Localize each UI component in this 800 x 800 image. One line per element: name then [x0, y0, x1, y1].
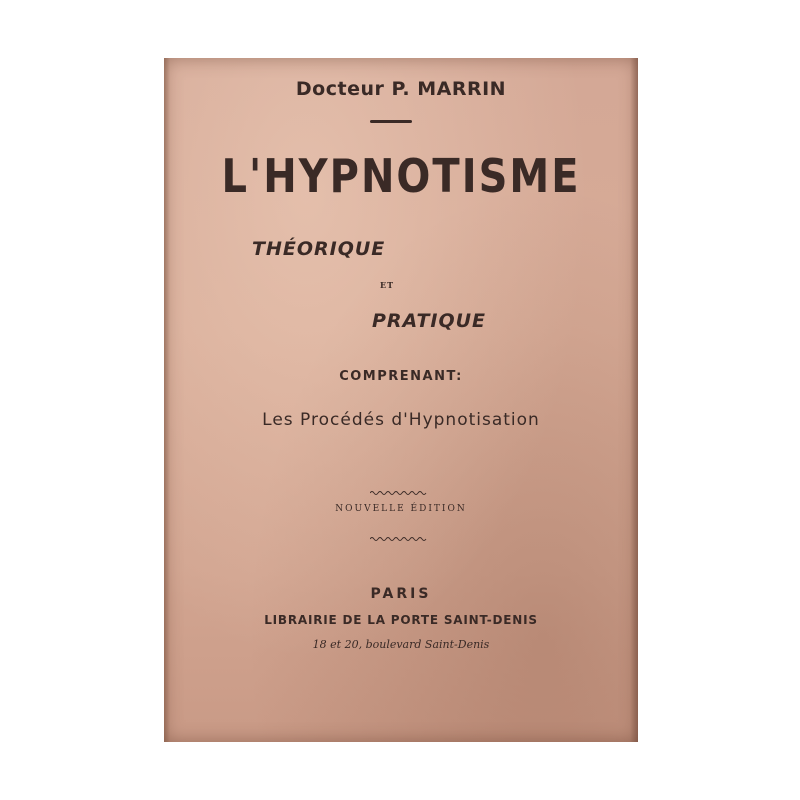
publisher-name: LIBRAIRIE DE LA PORTE SAINT-DENIS: [264, 613, 538, 627]
publisher-city: PARIS: [370, 586, 432, 602]
book-title: L'HYPNOTISME: [221, 150, 581, 204]
edition-label: NOUVELLE ÉDITION: [335, 504, 467, 514]
ornament-wavy-bottom: [370, 536, 428, 542]
author-name: Docteur P. MARRIN: [295, 78, 507, 100]
publisher-address: 18 et 20, boulevard Saint-Denis: [312, 638, 490, 651]
book-cover: [164, 58, 638, 742]
comprenant-label: COMPRENANT:: [339, 369, 463, 384]
subtitle-pratique: PRATIQUE: [372, 310, 487, 332]
subtitle-conjunction: ET: [380, 280, 395, 290]
title-divider: [370, 120, 412, 123]
contents-line: Les Procédés d'Hypnotisation: [262, 410, 540, 430]
subtitle-theorique: THÉORIQUE: [252, 238, 386, 260]
ornament-wavy-top: [370, 490, 428, 496]
